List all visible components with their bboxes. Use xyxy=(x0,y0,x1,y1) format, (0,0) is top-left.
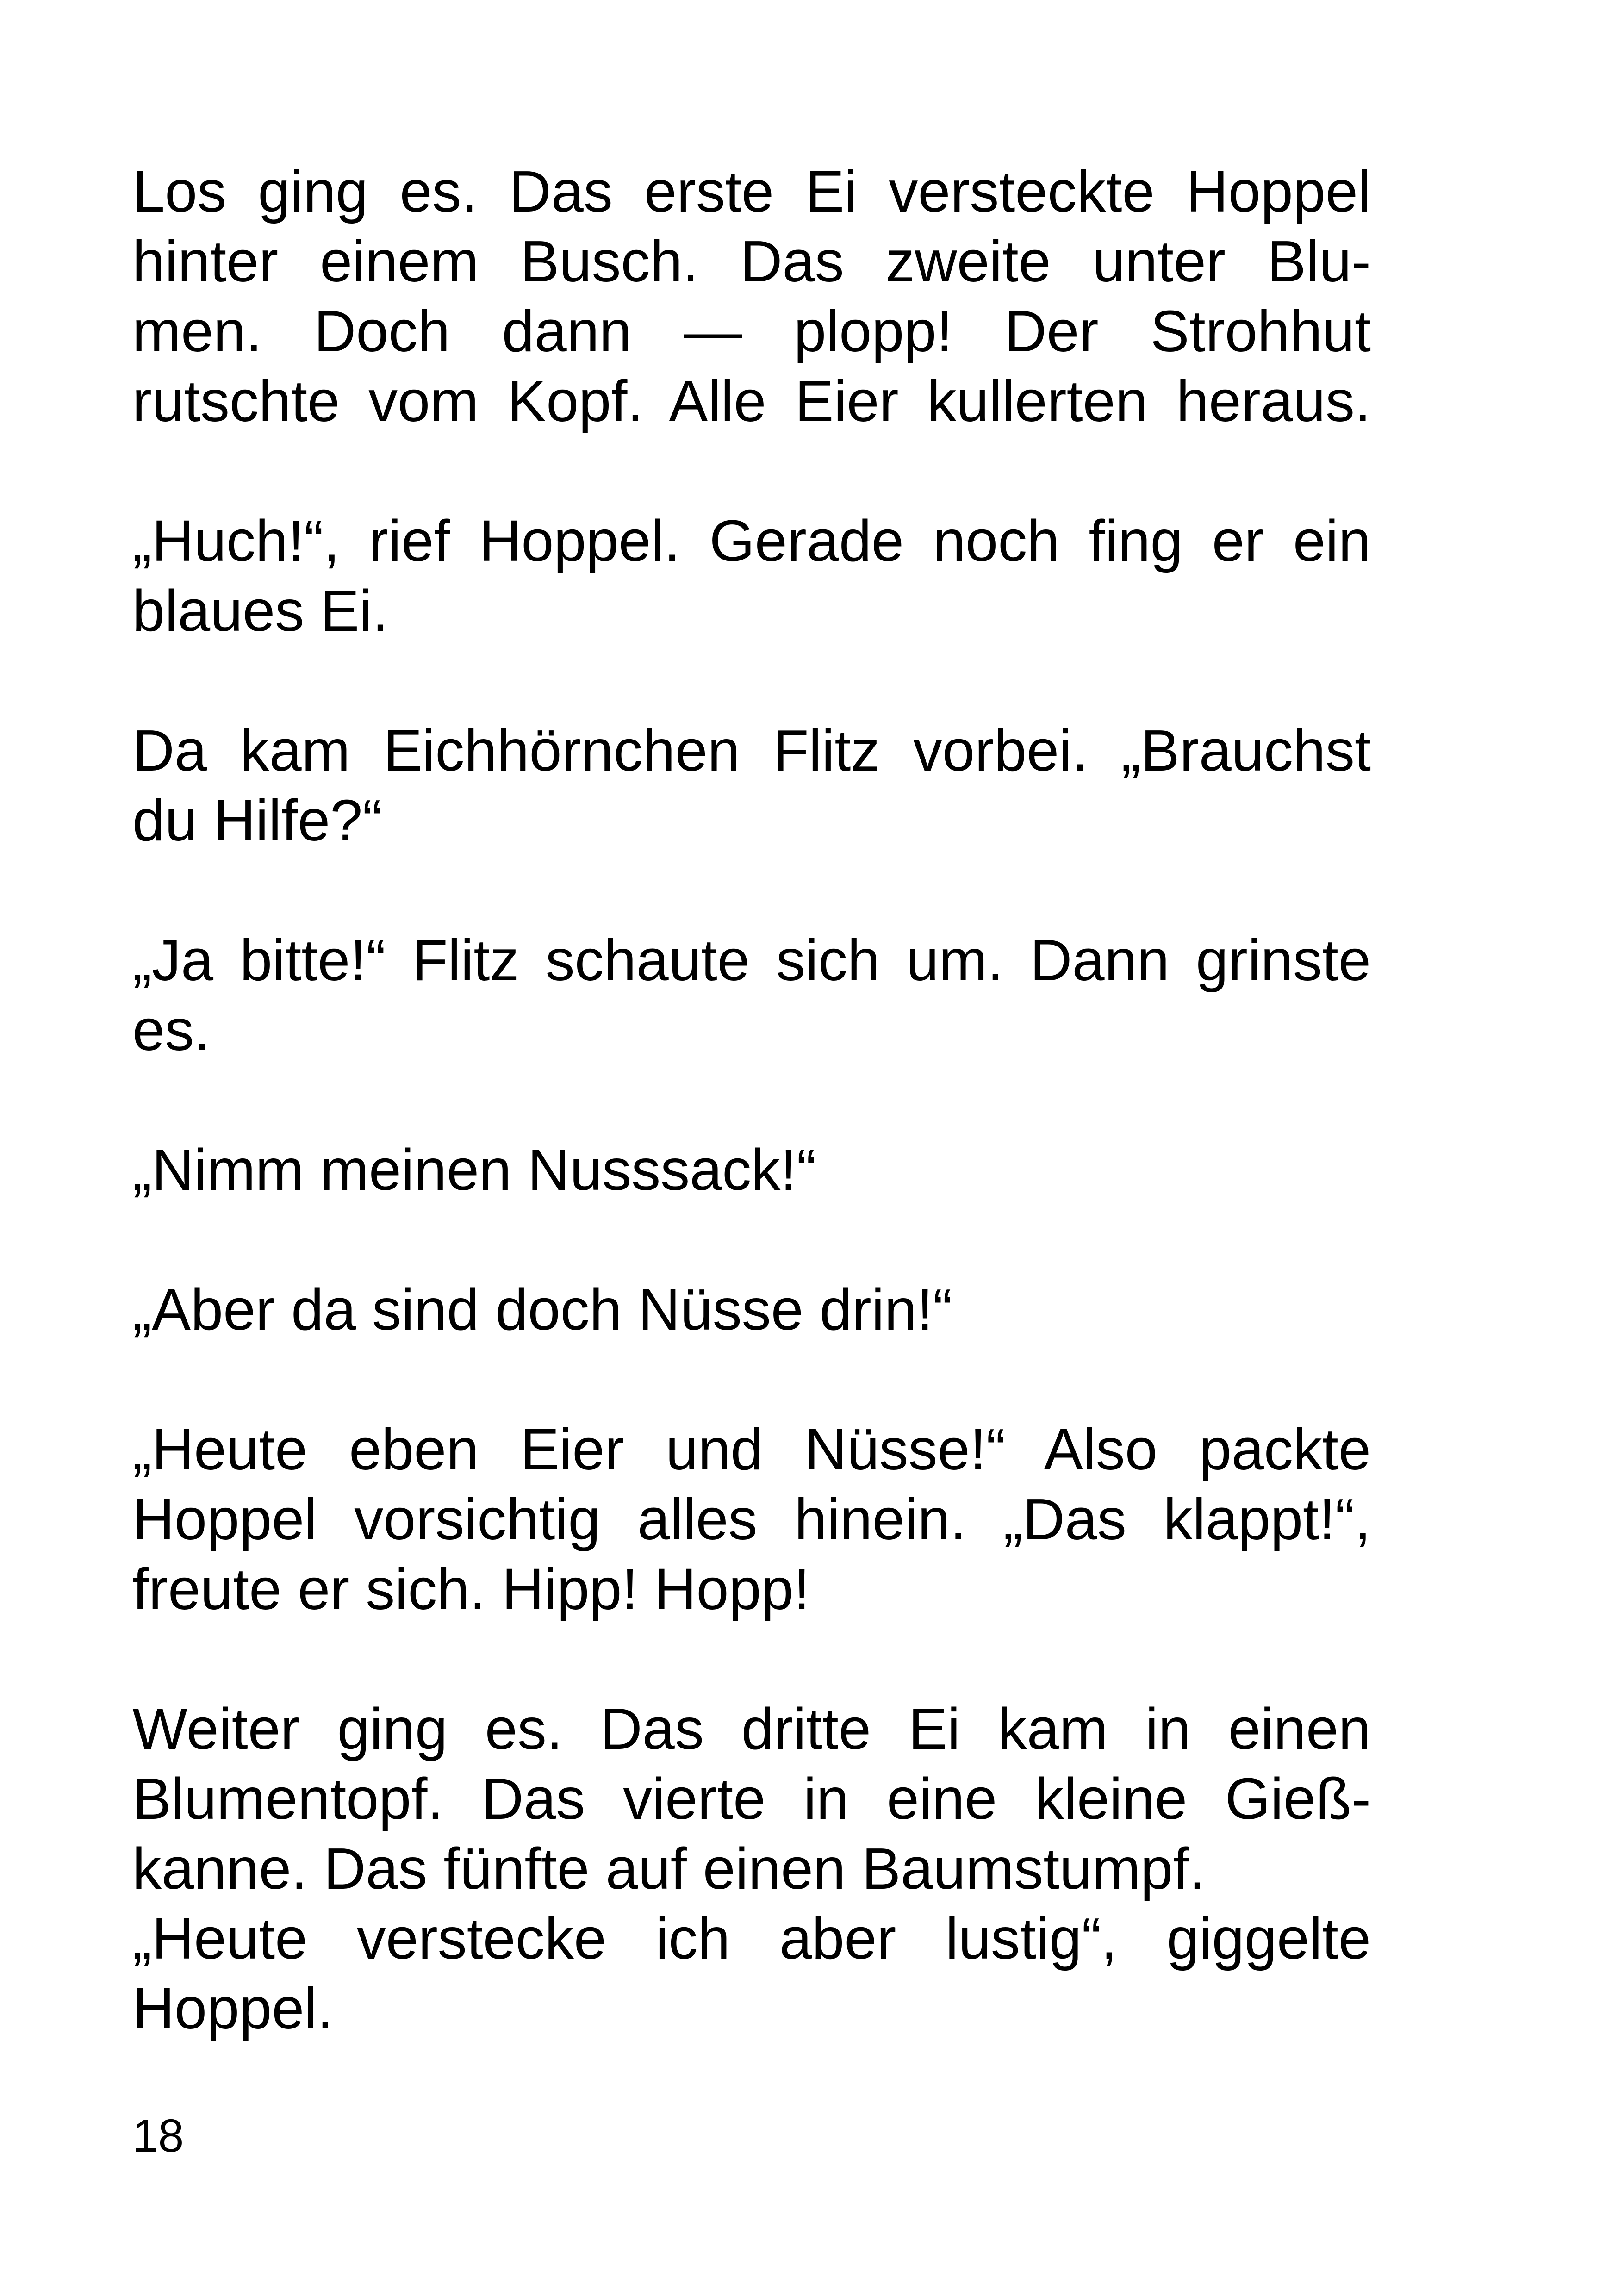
text-line: Los ging es. Das erste Ei versteckte Hoppel xyxy=(132,159,1371,224)
text-line: Da kam Eichhörnchen Flitz vorbei. „Brauchst xyxy=(132,718,1371,783)
text-line: blaues Ei. xyxy=(132,578,389,643)
story-text xyxy=(132,156,1371,2043)
text-line: rutschte vom Kopf. Alle Eier kullerten heraus. xyxy=(132,368,1371,434)
text-line: freute er sich. Hipp! Hopp! xyxy=(132,1556,810,1622)
text-line: es. xyxy=(132,997,211,1063)
paragraph xyxy=(132,1135,1371,1205)
text-line: „Heute verstecke ich aber lustig“, giggelte xyxy=(132,1906,1371,1971)
paragraph xyxy=(132,925,1371,1065)
paragraph xyxy=(132,156,1371,436)
text-line: Hoppel. xyxy=(132,1976,334,2041)
paragraph xyxy=(132,506,1371,646)
text-line: men. Doch dann — plopp! Der Strohhut xyxy=(132,299,1371,364)
paragraph xyxy=(132,716,1371,855)
text-line: „Aber da sind doch Nüsse drin!“ xyxy=(132,1277,952,1342)
paragraph xyxy=(132,1414,1371,1624)
text-line: „Huch!“, rief Hoppel. Gerade noch fing er ein xyxy=(132,508,1371,573)
page-number: 18 xyxy=(132,2110,184,2162)
text-line: du Hilfe?“ xyxy=(132,788,382,853)
text-line: kanne. Das fünfte auf einen Baumstumpf. xyxy=(132,1836,1206,1901)
paragraph xyxy=(132,1275,1371,1344)
text-line: Blumentopf. Das vierte in eine kleine Gieß- xyxy=(132,1766,1371,1831)
text-line: „Ja bitte!“ Flitz schaute sich um. Dann grinste xyxy=(132,927,1371,993)
text-line: „Heute eben Eier und Nüsse!“ Also packte xyxy=(132,1417,1371,1482)
paragraph xyxy=(132,1694,1371,2043)
text-line: „Nimm meinen Nusssack!“ xyxy=(132,1137,816,1202)
text-line: hinter einem Busch. Das zweite unter Blu- xyxy=(132,229,1371,294)
text-line: Hoppel vorsichtig alles hinein. „Das klappt!“, xyxy=(132,1487,1371,1552)
text-line: Weiter ging es. Das dritte Ei kam in einen xyxy=(132,1696,1371,1761)
